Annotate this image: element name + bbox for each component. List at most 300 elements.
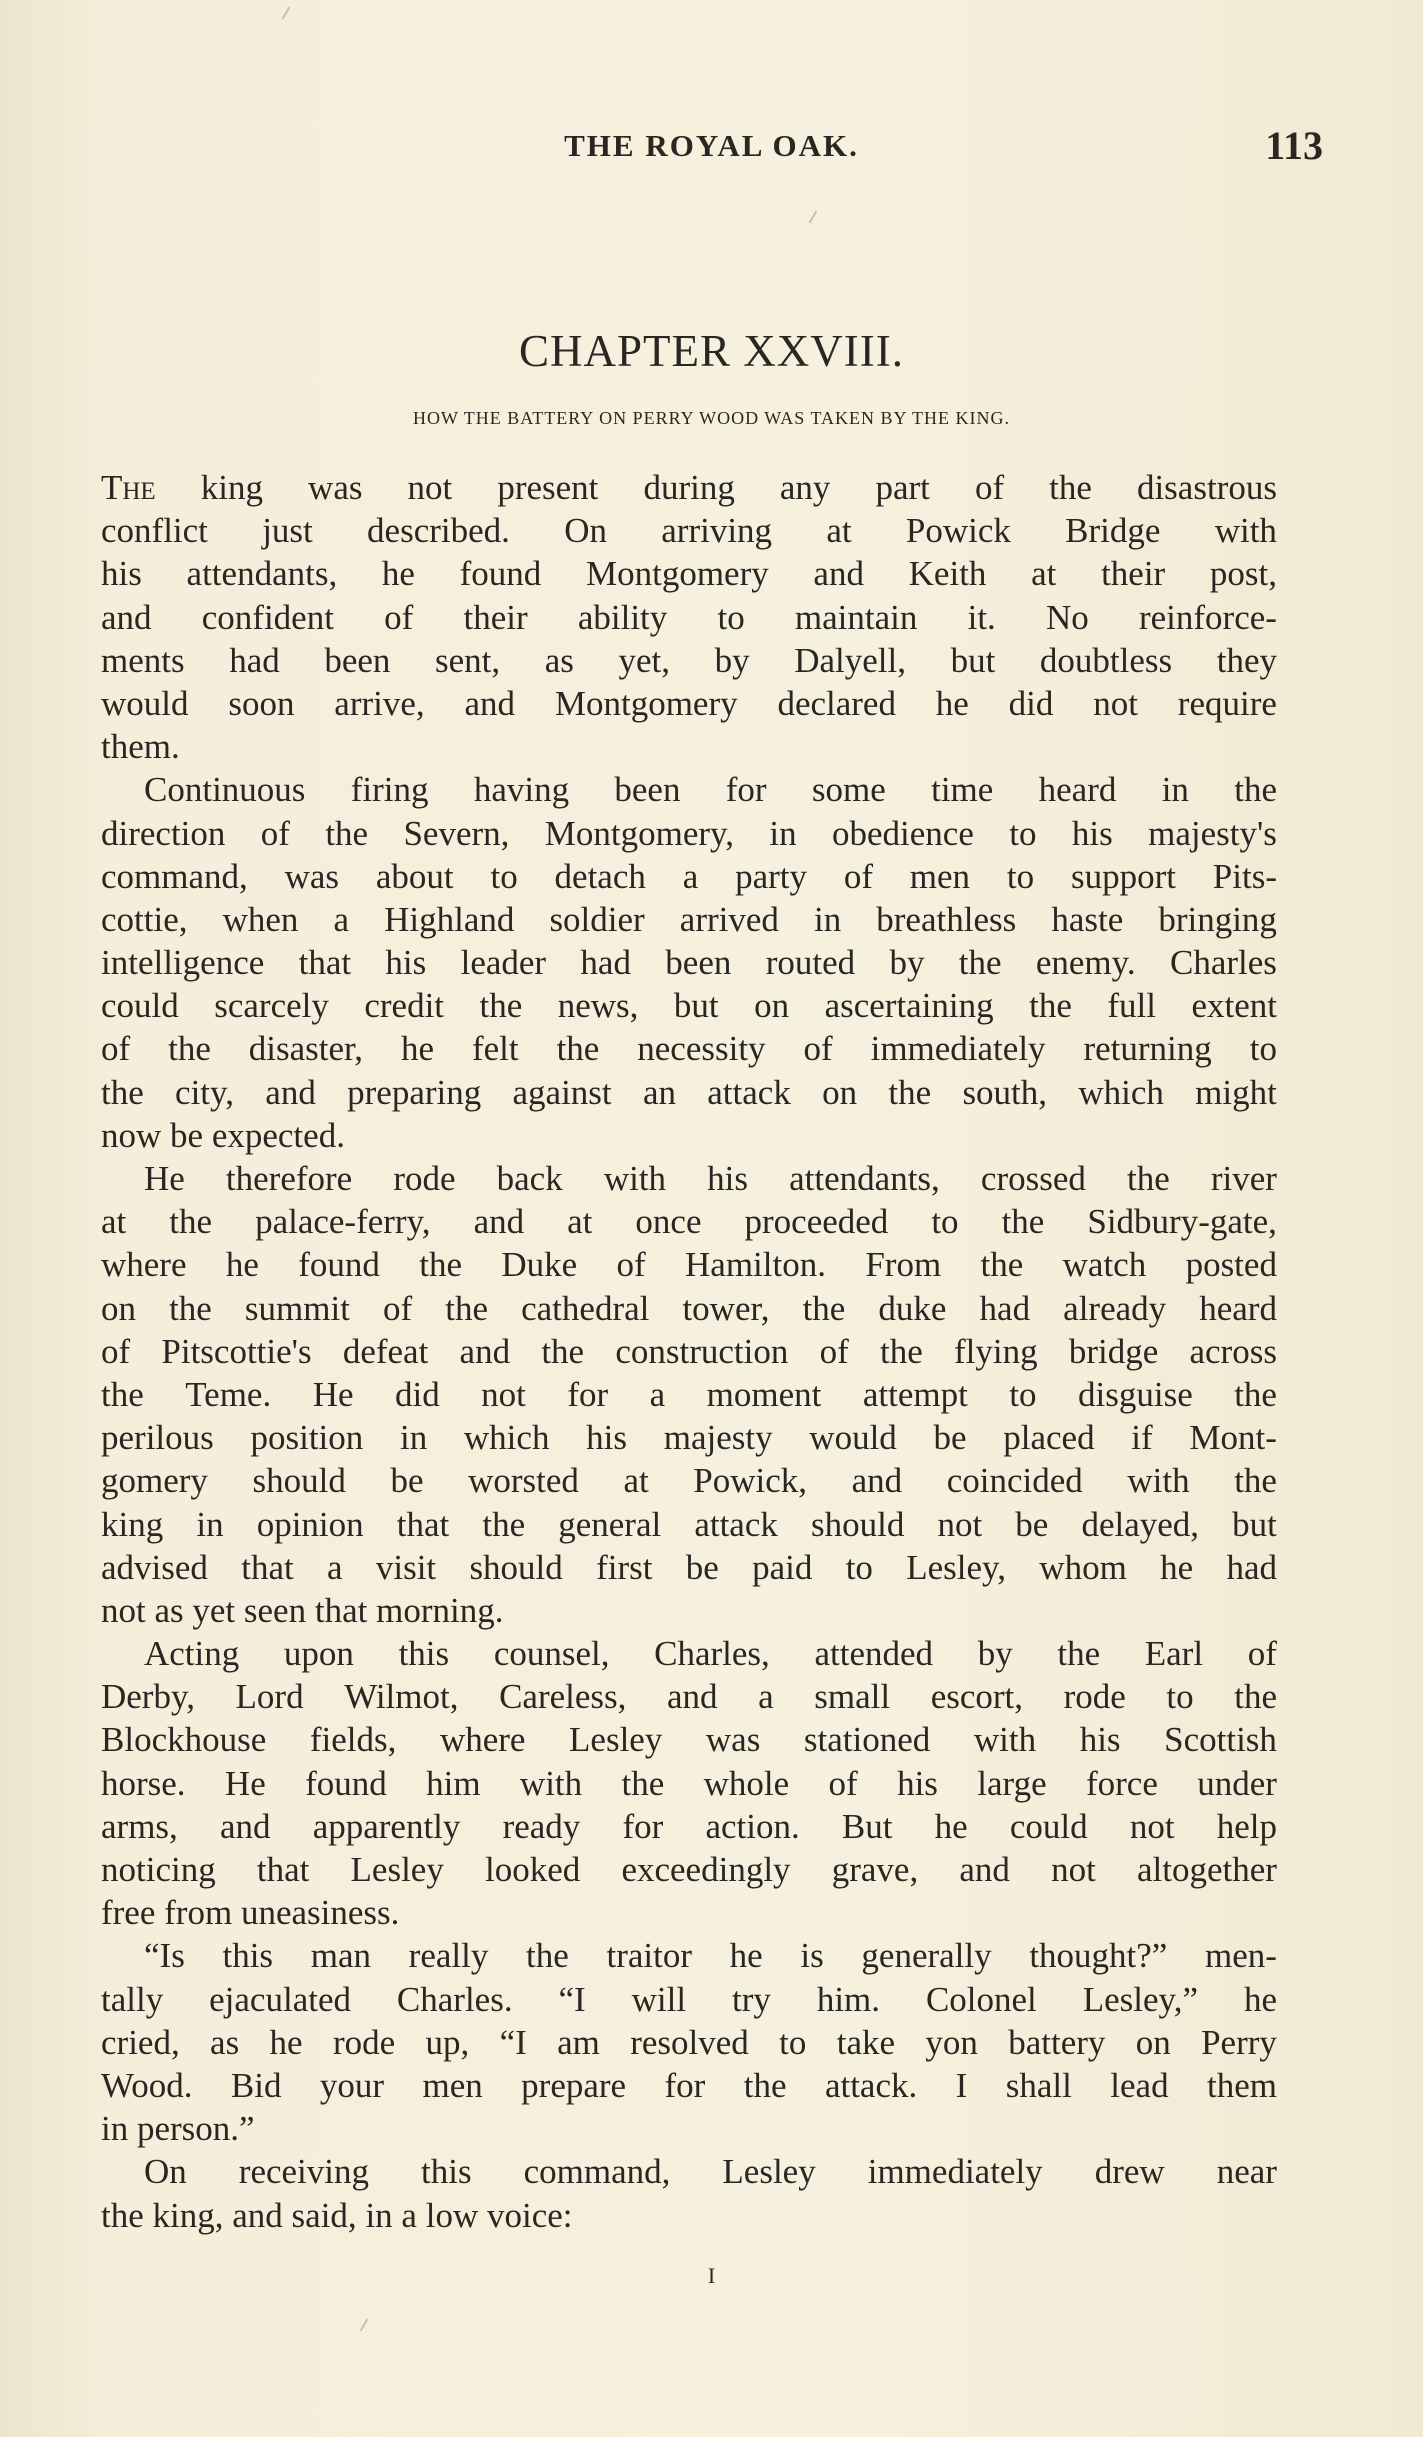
word: not xyxy=(1051,1850,1096,1889)
word: Charles xyxy=(1169,943,1277,983)
word: the xyxy=(168,1029,211,1069)
word: Wilmot, xyxy=(344,1677,459,1717)
word: the xyxy=(1234,1461,1277,1501)
word: the xyxy=(541,1331,585,1371)
word: ability xyxy=(577,597,668,637)
word: ready xyxy=(502,1806,581,1846)
text-line xyxy=(101,1762,1277,1805)
word: about xyxy=(375,856,454,896)
text-line xyxy=(101,2194,1277,2237)
word: Scottish xyxy=(1164,1720,1277,1760)
word: be xyxy=(933,1418,967,1458)
word: his xyxy=(707,1159,749,1198)
word: the xyxy=(1234,1374,1277,1414)
word: Lesley xyxy=(569,1720,663,1760)
word: men xyxy=(422,2065,483,2105)
word: not xyxy=(937,1504,983,1544)
word: am xyxy=(557,2022,600,2062)
word: opinion xyxy=(256,1504,364,1544)
word: proceeded xyxy=(744,1202,889,1242)
word: and xyxy=(219,1806,271,1846)
word: defeat xyxy=(342,1331,429,1371)
word: a xyxy=(327,1547,343,1587)
word: Lesley xyxy=(350,1850,444,1889)
text-line xyxy=(101,2064,1277,2107)
text-line xyxy=(101,1891,1277,1934)
word: support xyxy=(1070,856,1176,896)
word: Montgomery xyxy=(585,554,769,594)
word: to xyxy=(779,2022,807,2062)
word: been xyxy=(614,770,681,810)
word: on xyxy=(822,1072,858,1112)
text-line xyxy=(101,1330,1277,1373)
word: any xyxy=(779,468,831,507)
word: first xyxy=(596,1547,653,1587)
word: their xyxy=(1101,554,1166,594)
text-line xyxy=(101,1416,1277,1459)
text-line xyxy=(101,2150,1277,2193)
word: preparing xyxy=(347,1072,482,1112)
word: counsel, xyxy=(493,1634,610,1674)
word: his xyxy=(385,943,427,983)
word: part xyxy=(875,468,930,507)
word: in xyxy=(813,899,842,939)
word: watch xyxy=(1062,1245,1147,1285)
word: to xyxy=(845,1547,873,1587)
word: your xyxy=(319,2065,385,2105)
word: up, xyxy=(425,2022,470,2062)
word: near xyxy=(1216,2152,1277,2192)
word: breathless xyxy=(876,899,1017,939)
word: be xyxy=(170,1115,204,1155)
word: large xyxy=(977,1763,1047,1803)
word: moment xyxy=(706,1374,822,1414)
word: whom xyxy=(1039,1547,1127,1587)
word: for xyxy=(622,1806,664,1846)
word: cottie, xyxy=(101,899,188,939)
text-line xyxy=(101,1114,1277,1157)
word: him xyxy=(426,1763,481,1803)
word: that xyxy=(396,1504,450,1544)
word: Bid xyxy=(230,2065,282,2105)
word: Lesley xyxy=(722,2152,816,2192)
word: “I xyxy=(499,2022,527,2062)
paper-speck xyxy=(809,210,818,223)
word: felt xyxy=(471,1029,519,1069)
word: should xyxy=(469,1547,563,1587)
word: the xyxy=(1049,468,1092,507)
word: of xyxy=(974,468,1005,507)
chapter-title: CHAPTER XXVIII. xyxy=(519,326,904,376)
word: soon xyxy=(228,683,295,723)
word: free xyxy=(101,1893,156,1933)
word: described. xyxy=(367,511,510,551)
word: advised xyxy=(101,1547,208,1587)
word: king, xyxy=(152,2195,224,2235)
word: On xyxy=(144,2152,187,2192)
word: tally xyxy=(101,1979,164,2019)
word: doubtless xyxy=(1039,640,1173,680)
word: of xyxy=(819,1331,849,1371)
word: require xyxy=(1177,683,1277,723)
word: Powick xyxy=(905,511,1011,551)
word: king xyxy=(101,1504,164,1544)
text-line xyxy=(101,725,1277,768)
word: attendants, xyxy=(789,1159,940,1198)
word: Montgomery, xyxy=(544,813,735,853)
word: but xyxy=(950,640,996,680)
word: palace-ferry, xyxy=(255,1202,431,1242)
page-number: 113 xyxy=(1265,123,1323,168)
word: party xyxy=(735,856,807,896)
word: when xyxy=(222,899,299,939)
word: Dalyell, xyxy=(794,640,906,680)
body-text xyxy=(101,466,1277,2237)
word: enemy. xyxy=(1035,943,1136,983)
word: for xyxy=(664,2065,706,2105)
word: Careless, xyxy=(499,1677,627,1717)
word: now xyxy=(101,1115,162,1155)
word: just xyxy=(262,511,313,551)
word: ejaculated xyxy=(209,1979,351,2019)
word: him. xyxy=(816,1979,881,2019)
word: at xyxy=(101,1202,127,1242)
word: will xyxy=(631,1979,687,2019)
text-line xyxy=(101,682,1277,725)
word: Pits- xyxy=(1212,856,1277,896)
word: routed xyxy=(765,943,856,983)
word: could xyxy=(101,986,179,1026)
word: conflict xyxy=(101,511,208,551)
word: found xyxy=(459,554,542,594)
text-line xyxy=(101,1978,1277,2021)
word: a xyxy=(401,2195,417,2235)
word: majesty's xyxy=(1148,813,1277,853)
word: direction xyxy=(101,813,226,853)
word: he xyxy=(225,1245,259,1285)
word: Charles, xyxy=(654,1634,770,1674)
word: where xyxy=(439,1720,526,1760)
word: in xyxy=(769,813,797,853)
word: men- xyxy=(1205,1936,1277,1976)
word: He xyxy=(224,1763,266,1803)
word: the xyxy=(101,1374,144,1414)
word: coincided xyxy=(946,1461,1083,1501)
word: his xyxy=(1079,1720,1121,1760)
word: person.” xyxy=(136,2109,255,2149)
word: rode xyxy=(332,2022,396,2062)
word: had xyxy=(1226,1547,1277,1587)
word: posted xyxy=(1185,1245,1277,1285)
word: expected. xyxy=(211,1115,345,1155)
word: but xyxy=(1232,1504,1277,1544)
running-head xyxy=(100,123,1323,172)
word: the xyxy=(556,1029,600,1069)
word: attended xyxy=(814,1634,934,1674)
word: yet xyxy=(192,1590,236,1630)
word: bridge xyxy=(1068,1331,1159,1371)
word: he xyxy=(1160,1547,1194,1587)
word: reinforce- xyxy=(1138,597,1277,637)
word: prepare xyxy=(521,2065,627,2105)
word: flying xyxy=(953,1331,1038,1371)
word: had xyxy=(580,943,631,983)
text-line xyxy=(101,596,1277,639)
word: But xyxy=(841,1806,893,1846)
word: not xyxy=(1129,1806,1175,1846)
word: Hamilton. xyxy=(685,1245,826,1285)
text-line xyxy=(101,1805,1277,1848)
word: and xyxy=(232,2195,283,2235)
word: once xyxy=(635,1202,702,1242)
word: Lesley,” xyxy=(1082,1979,1199,2019)
word: battery xyxy=(1008,2022,1106,2062)
word: From xyxy=(865,1245,942,1285)
text-line xyxy=(101,1589,1277,1632)
word: the xyxy=(445,1288,489,1328)
word: Blockhouse xyxy=(101,1720,267,1760)
word: attack xyxy=(707,1072,791,1112)
word: upon xyxy=(283,1634,354,1674)
word: that xyxy=(298,943,352,983)
word: they xyxy=(1216,640,1277,680)
word: is xyxy=(800,1936,824,1976)
word: rode xyxy=(393,1159,456,1198)
word: I xyxy=(955,2065,968,2105)
word: he xyxy=(401,1029,435,1069)
word: was xyxy=(308,468,363,507)
word: attempt xyxy=(862,1374,968,1414)
word: if xyxy=(1131,1418,1153,1458)
word: at xyxy=(826,511,852,551)
word: as xyxy=(544,640,574,680)
text-line xyxy=(101,1157,1277,1200)
word: altogether xyxy=(1137,1850,1277,1889)
word: ascertaining xyxy=(824,986,994,1026)
word: Colonel xyxy=(925,1979,1037,2019)
word: king xyxy=(200,468,263,507)
word: maintain xyxy=(794,597,918,637)
word: as xyxy=(210,2022,240,2062)
word: of xyxy=(101,1029,131,1069)
word: horse. xyxy=(101,1763,186,1803)
word: thought?” xyxy=(1029,1936,1168,1976)
word: small xyxy=(814,1677,891,1717)
word: having xyxy=(473,770,570,810)
word: to xyxy=(717,597,745,637)
word: “I xyxy=(558,1979,586,2019)
word: been xyxy=(665,943,732,983)
text-line xyxy=(101,1373,1277,1416)
word: Wood. xyxy=(101,2065,193,2105)
word: his xyxy=(586,1418,628,1458)
word: he xyxy=(1243,1979,1277,2019)
word: receiving xyxy=(238,2152,370,2192)
word: of xyxy=(260,813,290,853)
word: and xyxy=(464,683,516,723)
word: paid xyxy=(752,1547,813,1587)
word: with xyxy=(1214,511,1277,551)
word: the xyxy=(479,986,523,1026)
word: Keith xyxy=(908,554,987,594)
word: heard xyxy=(1199,1288,1277,1328)
word: Perry xyxy=(1201,2022,1277,2062)
word: disastrous xyxy=(1136,468,1277,507)
word: in xyxy=(196,1504,224,1544)
word: uneasiness. xyxy=(240,1893,400,1933)
word: traitor xyxy=(606,1936,692,1976)
word: try xyxy=(732,1979,771,2019)
word: the xyxy=(1029,986,1072,1026)
word: men xyxy=(909,856,971,896)
word: and xyxy=(666,1677,718,1717)
word: and xyxy=(851,1461,903,1501)
word: crossed xyxy=(980,1159,1086,1198)
word: on xyxy=(1135,2022,1171,2062)
word: with xyxy=(973,1720,1037,1760)
word: he xyxy=(935,683,969,723)
word: which xyxy=(1078,1072,1164,1112)
word: scarcely xyxy=(214,986,329,1026)
text-line xyxy=(101,1934,1277,1977)
word: been xyxy=(324,640,391,680)
word: to xyxy=(490,856,518,896)
word: disaster, xyxy=(248,1029,364,1069)
word: arms, xyxy=(101,1806,178,1846)
text-line xyxy=(101,552,1277,595)
word: cried, xyxy=(101,2022,180,2062)
word: full xyxy=(1107,986,1156,1026)
word: Powick, xyxy=(693,1461,808,1501)
word: was xyxy=(284,856,340,896)
word: Earl xyxy=(1144,1634,1204,1674)
word: city, xyxy=(175,1072,235,1112)
word: in xyxy=(399,1418,428,1458)
word: this xyxy=(398,1634,450,1674)
word: he xyxy=(729,1936,763,1976)
word: the xyxy=(325,813,369,853)
word: had xyxy=(979,1288,1031,1328)
word: visit xyxy=(375,1547,437,1587)
word: of xyxy=(101,1331,131,1371)
text-line xyxy=(101,941,1277,984)
word: delayed, xyxy=(1081,1504,1200,1544)
word: not xyxy=(101,1590,146,1630)
word: he xyxy=(269,2022,303,2062)
word: No xyxy=(1046,597,1089,637)
text-line xyxy=(101,1632,1277,1675)
word: tower, xyxy=(682,1288,770,1328)
word: detach xyxy=(554,856,646,896)
word: should xyxy=(252,1461,346,1501)
word: against xyxy=(512,1072,612,1112)
word: “Is xyxy=(144,1936,185,1976)
word: stationed xyxy=(803,1720,931,1760)
word: as xyxy=(154,1590,184,1630)
word: position xyxy=(250,1418,364,1458)
text-line xyxy=(101,1459,1277,1502)
word: to xyxy=(1006,856,1035,896)
text-line xyxy=(101,466,1277,509)
word: where xyxy=(101,1245,187,1285)
word: at xyxy=(1031,554,1057,594)
word: leader xyxy=(460,943,547,983)
word: yon xyxy=(925,2022,978,2062)
word: Highland xyxy=(384,899,515,939)
running-title: THE ROYAL OAK. xyxy=(564,128,859,163)
word: returning xyxy=(1083,1029,1212,1069)
word: during xyxy=(643,468,735,507)
word: Continuous xyxy=(144,770,306,810)
word: his xyxy=(101,554,142,594)
word: credit xyxy=(364,986,445,1026)
text-line xyxy=(101,1718,1277,1761)
word: be xyxy=(685,1547,719,1587)
word: majesty xyxy=(663,1418,773,1458)
text-line xyxy=(101,1675,1277,1718)
word: to xyxy=(1249,1029,1277,1069)
word: generally xyxy=(861,1936,992,1976)
word: Lord xyxy=(235,1677,304,1717)
word: confident xyxy=(201,597,334,637)
word: of xyxy=(383,1288,413,1328)
word: intelligence xyxy=(101,943,265,983)
word: in xyxy=(365,2195,393,2235)
word: attack. xyxy=(824,2065,918,2105)
word: but xyxy=(673,986,719,1026)
word: arrived xyxy=(679,899,779,939)
word: at xyxy=(567,1202,593,1242)
word: and xyxy=(265,1072,316,1112)
word: of xyxy=(616,1245,646,1285)
text-line xyxy=(101,1243,1277,1286)
word: action. xyxy=(705,1806,800,1846)
word: back xyxy=(496,1159,563,1198)
word: did xyxy=(394,1374,440,1414)
word: that xyxy=(256,1850,310,1889)
word: immediately xyxy=(870,1029,1046,1069)
word: to xyxy=(1166,1677,1194,1717)
word: present xyxy=(497,468,599,507)
word: disguise xyxy=(1078,1374,1193,1414)
word: the xyxy=(169,1202,213,1242)
word: the xyxy=(169,1288,212,1328)
word: Mont- xyxy=(1189,1418,1277,1458)
word: already xyxy=(1063,1288,1167,1328)
word: and xyxy=(101,597,152,637)
word: obedience xyxy=(832,813,974,853)
word: to xyxy=(931,1202,959,1242)
word: haste xyxy=(1051,899,1124,939)
word: a xyxy=(758,1677,774,1717)
text-line xyxy=(101,1071,1277,1114)
word: the xyxy=(101,2195,144,2235)
word: Montgomery xyxy=(554,683,738,723)
word: Pitscottie's xyxy=(161,1331,312,1371)
word: some xyxy=(811,770,886,810)
word: Lesley, xyxy=(906,1547,1006,1587)
word: Duke xyxy=(501,1245,578,1285)
word: grave, xyxy=(831,1850,919,1889)
chapter-subtitle: HOW THE BATTERY ON PERRY WOOD WAS TAKEN BY THE KING. xyxy=(412,408,1011,428)
word: exceedingly xyxy=(621,1850,791,1889)
word: it. xyxy=(967,597,996,637)
word: on xyxy=(754,986,790,1026)
word: might xyxy=(1195,1072,1277,1112)
word: placed xyxy=(1003,1418,1095,1458)
word: whole xyxy=(703,1763,790,1803)
word: Derby, xyxy=(101,1677,195,1717)
